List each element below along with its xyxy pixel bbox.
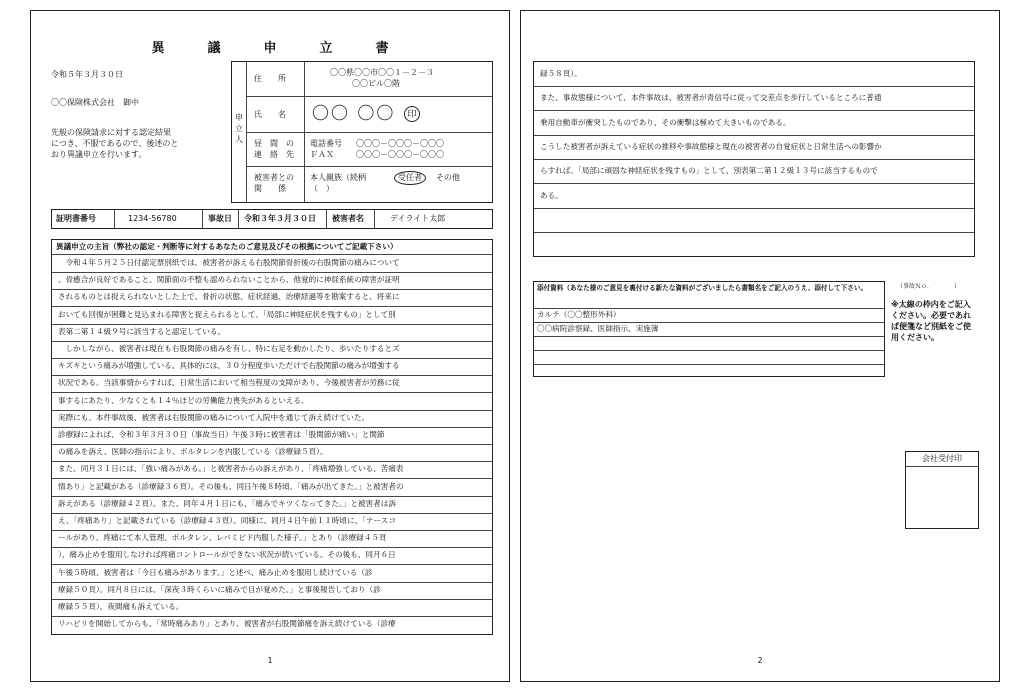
accident-date-value: 令和３年３月３０日 bbox=[244, 214, 316, 223]
company-stamp-box bbox=[905, 451, 979, 529]
body-line: ある。 bbox=[540, 190, 563, 200]
section-heading: 異議申立の主旨（弊社の認定・判断等に対するあなたのご意見及びその根拠についてご記載下さい） bbox=[56, 242, 398, 251]
relation-label-2: 関 係 bbox=[254, 184, 286, 193]
contact-label-1: 昼 間 の bbox=[254, 139, 294, 148]
body-line: おいても回復が困難と見込まれる障害と捉えられるとして、「局部に神経症状を残すもの」として別 bbox=[58, 309, 396, 319]
address-line-1: 〇〇県〇〇市〇〇１－２－３ bbox=[330, 68, 434, 77]
page-1 bbox=[30, 10, 510, 682]
objection-body bbox=[51, 239, 493, 635]
body-line: また、同月３１日には、「強い痛みがある。」と被害者からの訴えがあり、「疼痛増強している、苦痛表 bbox=[58, 464, 404, 474]
accident-date-label: 事故日 bbox=[208, 214, 232, 223]
applicant-label: 申立人 bbox=[235, 113, 243, 144]
body-line: え、「疼痛あり」と記載されている（診療録４３頁）。同様に、同月４日午前１１時頃に、「ナースコ bbox=[58, 516, 396, 525]
body-line: 訴えがある（診療録４２頁）。また、同年４月１日にも、「痛みでキツくなってきた。」と被害者は訴 bbox=[58, 498, 396, 508]
page-2 bbox=[520, 10, 1000, 682]
body-line: 情あり」と記載がある（診療録３６頁）。その後も、同日午後８時頃、「痛みが出てきた。」と被害者の bbox=[58, 481, 404, 491]
relation-label-1: 被害者との bbox=[254, 173, 294, 182]
name-label: 氏 名 bbox=[254, 110, 286, 119]
phone-label: 電話番号 bbox=[310, 139, 342, 148]
company-addressee: 〇〇保険株式会社 御中 bbox=[51, 98, 139, 107]
relation-option-other: その他 bbox=[436, 173, 460, 182]
body-line: 状況である。当該事情からすれば、日常生活において相当程度の支障があり、今後被害者が労務に従 bbox=[58, 378, 400, 388]
document-title: 異 議 申 立 書 bbox=[151, 41, 404, 56]
body-line: 療録５５頁）、夜間痛も訴えている。 bbox=[58, 602, 184, 611]
attachments-box bbox=[533, 281, 885, 377]
applicant-table bbox=[231, 61, 493, 203]
relation-paren: （ ） bbox=[310, 184, 334, 193]
body-line: こうした被害者が訴えている症状の推移や事故態様と現在の被害者の自覚症状と日常生活への影響か bbox=[540, 141, 882, 151]
seal-mark: 印 bbox=[404, 106, 420, 122]
address-line-2: 〇〇ビル〇階 bbox=[352, 79, 400, 88]
attachment-item: 〇〇病院診察録、医師指示、実施簿 bbox=[537, 324, 659, 333]
body-line: の痛みを訴え、医師の指示により、ボルタレンを内服している（診療録５頁）。 bbox=[58, 447, 328, 457]
body-line: リハビリを開始してからも、「常時痛みあり」とあり、被害者が右股関節痛を訴え続けている（診療 bbox=[58, 619, 396, 629]
body-line: 、骨癒合が良好であること、関節面の不整も認められないことから、他覚的に神経系統の障害が証明 bbox=[58, 275, 400, 285]
objection-body-continued bbox=[533, 61, 975, 257]
fax-label: ＦＡＸ bbox=[310, 150, 334, 159]
body-line: 乗用自動車が衝突したものであり、その衝撃は極めて大きいものである。 bbox=[540, 117, 791, 127]
relation-option-agent: 受任者 bbox=[394, 171, 426, 185]
address-label: 住 所 bbox=[254, 74, 286, 83]
cert-no-label: 証明書番号 bbox=[56, 214, 96, 223]
page-number-2: 2 bbox=[757, 656, 763, 665]
page-number-1: 1 bbox=[267, 656, 273, 665]
case-number: （事故Ｎｏ． ） bbox=[897, 283, 961, 290]
attachments-heading: 添付資料（あなた様のご意見を裏付ける新たな資料がございましたら書類名をご記入のうえ、添付して下さい。 bbox=[537, 284, 868, 292]
fax-value: 〇〇〇－〇〇〇－〇〇〇 bbox=[356, 150, 444, 159]
body-line: しかしながら、被害者は現在も右股関節の痛みを有し、特に右足を動かしたり、歩いたりするとズ bbox=[58, 344, 400, 353]
body-line: ）、痛み止めを服用しなければ疼痛コントロールができない状況が続いている。その後も、同月６日 bbox=[58, 550, 396, 560]
intro-line-2: につき、不服であるので、後述のと bbox=[51, 139, 179, 148]
intro-line-3: おり異議申立を行います。 bbox=[51, 150, 147, 159]
phone-value: 〇〇〇－〇〇〇－〇〇〇 bbox=[356, 139, 444, 148]
body-line: 実際にも、本件事故後、被害者は右股関節の痛みについて入院中を通じて訴え続けていた。 bbox=[58, 412, 370, 422]
body-line: 表第二第１４級９号に該当すると認定している。 bbox=[58, 326, 226, 336]
fill-instruction-note: ※太線の枠内をご記入ください。必要であれば便箋など別紙をご使用ください。 bbox=[891, 300, 971, 342]
company-stamp-label: 会社受付印 bbox=[922, 454, 962, 463]
body-line: 事するにあたり、少なくとも１４％ほどの労働能力喪失があるといえる。 bbox=[58, 395, 309, 405]
body-line: らすれば、「局部に頑固な神経症状を残すもの」として、別表第二第１２級１３号に該当するもので bbox=[540, 166, 878, 176]
name-value: 〇〇 〇〇 bbox=[312, 104, 396, 124]
body-line: また、事故態様について、本件事故は、被害者が青信号に従って交差点を歩行しているところに普通 bbox=[540, 93, 882, 103]
cert-no-value: 1234-56780 bbox=[128, 214, 177, 223]
body-line: キズキという痛みが増強している。具体的には、３０分程度歩いただけで右股関節の痛みが増強する bbox=[58, 361, 400, 371]
body-line: ールがあり、疼痛にて本人管理、ボルタレン、レバミピド内服した様子。」とあり（診療録４５頁 bbox=[58, 533, 387, 543]
body-line: されるものとは捉えられないとした上で、骨折の状態、症状経過、治療経過等を勘案すると、将来に bbox=[58, 292, 400, 302]
body-line: 令和４年５月２５日付認定票別紙では、被害者が訴える右股関節骨折後の右股関節の痛みについて bbox=[58, 258, 400, 267]
body-line: 録５８頁）。 bbox=[540, 69, 582, 78]
victim-name-label: 被害者名 bbox=[332, 214, 364, 223]
body-line: 療録５０頁）。同月８日には、「深夜３時くらいに痛みで目が覚めた。」と事後報告しており（診 bbox=[58, 584, 381, 594]
date: 令和５年３月３０日 bbox=[51, 70, 123, 79]
certificate-row bbox=[51, 209, 493, 229]
contact-label-2: 連 絡 先 bbox=[254, 150, 294, 159]
attachment-item: カルテ（〇〇整形外科） bbox=[537, 310, 621, 319]
relation-option-family: 本人親族（続柄 bbox=[310, 173, 366, 182]
body-line: 午後５時頃、被害者は「今日も痛みがあります。」と述べ、痛み止めを服用し続けている（診 bbox=[58, 567, 373, 577]
intro-line-1: 先般の保険請求に対する認定結果 bbox=[51, 128, 171, 137]
victim-name-value: デイライト太郎 bbox=[390, 214, 446, 223]
body-line: 診療録によれば、令和３年３月３０日（事故当日）午後３時に被害者は「股関節が痛い」と関節 bbox=[58, 430, 385, 439]
